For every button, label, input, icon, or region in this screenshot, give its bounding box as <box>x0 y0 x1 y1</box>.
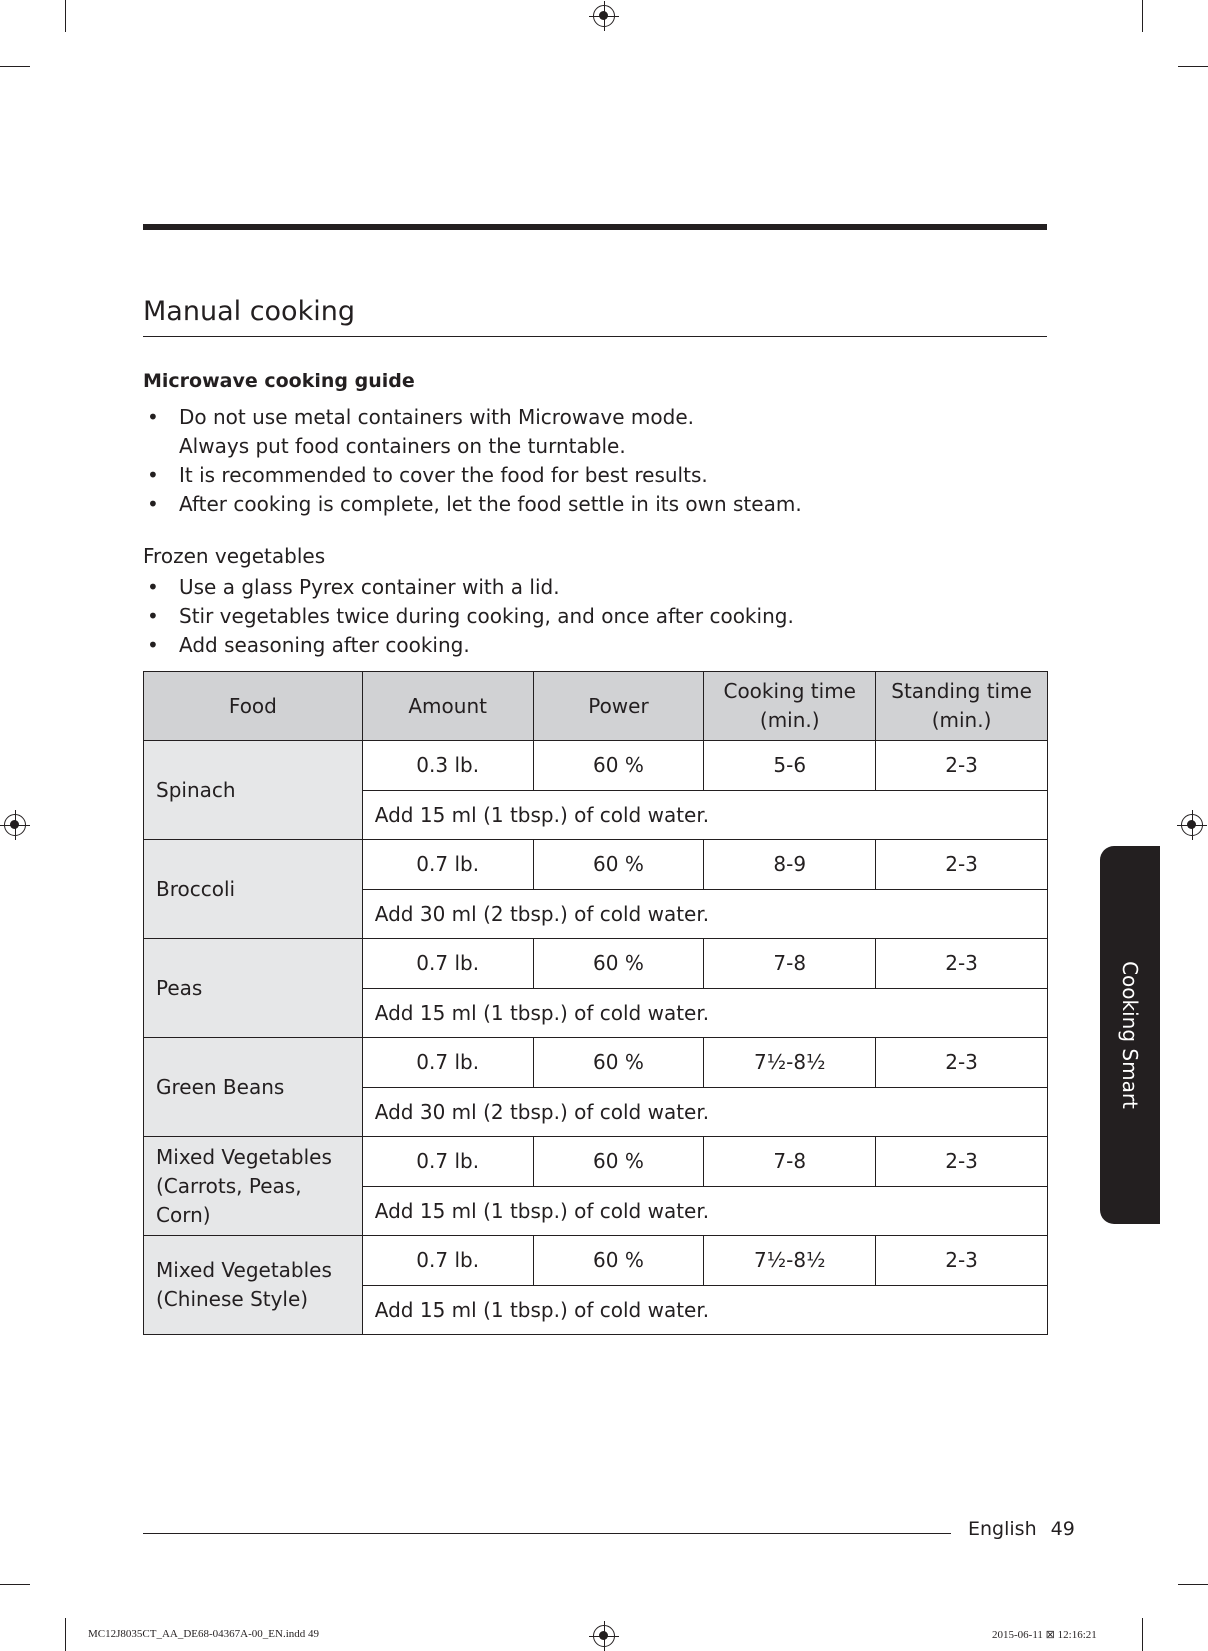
header-food: Food <box>144 672 363 741</box>
side-tab[interactable] <box>1100 846 1160 1224</box>
note-cell: Add 15 ml (1 tbsp.) of cold water. <box>362 1285 1047 1335</box>
title-rule <box>143 336 1047 337</box>
note-cell: Add 15 ml (1 tbsp.) of cold water. <box>362 1186 1047 1236</box>
page-number: 49 <box>1050 1518 1075 1540</box>
registration-mark-icon <box>1181 814 1203 836</box>
crop-mark <box>1142 1618 1143 1651</box>
cook-cell: 7½-8½ <box>704 1236 876 1286</box>
crop-mark <box>1142 0 1143 32</box>
header-power: Power <box>533 672 704 741</box>
side-tab-label: Cooking Smart <box>1118 961 1142 1109</box>
note-cell: Add 15 ml (1 tbsp.) of cold water. <box>362 988 1047 1038</box>
footer-language: English <box>968 1518 1037 1540</box>
amount-cell: 0.7 lb. <box>362 1038 533 1088</box>
food-cell: Mixed Vegetables (Carrots, Peas, Corn) <box>144 1137 363 1236</box>
crop-mark <box>0 1584 30 1585</box>
subheading: Frozen vegetables <box>143 544 326 568</box>
slug-date: 2015-06-11 ⊠ 12:16:21 <box>992 1629 1097 1641</box>
note-cell: Add 30 ml (2 tbsp.) of cold water. <box>362 889 1047 939</box>
amount-cell: 0.3 lb. <box>362 741 533 791</box>
power-cell: 60 % <box>533 1236 704 1286</box>
stand-cell: 2-3 <box>876 1236 1048 1286</box>
amount-cell: 0.7 lb. <box>362 1137 533 1187</box>
bullet-item: • After cooking is complete, let the food settle in its own steam. <box>143 490 1003 519</box>
header-amount: Amount <box>362 672 533 741</box>
cook-cell: 7-8 <box>704 1137 876 1187</box>
amount-cell: 0.7 lb. <box>362 1236 533 1286</box>
header-cooking-time: Cooking time (min.) <box>704 672 876 741</box>
crop-mark <box>65 1618 66 1651</box>
stand-cell: 2-3 <box>876 1137 1048 1187</box>
bullet-item: • Stir vegetables twice during cooking, and once after cooking. <box>143 602 1003 631</box>
footer-rule <box>143 1533 951 1534</box>
crop-mark <box>65 0 66 32</box>
section-heading: Microwave cooking guide <box>143 370 415 392</box>
amount-cell: 0.7 lb. <box>362 939 533 989</box>
crop-mark <box>1178 1584 1208 1585</box>
registration-mark-icon <box>593 1625 615 1647</box>
slug-file: MC12J8035CT_AA_DE68-04367A-00_EN.indd 49 <box>88 1628 319 1640</box>
cook-cell: 7-8 <box>704 939 876 989</box>
food-cell: Mixed Vegetables (Chinese Style) <box>144 1236 363 1335</box>
bullet-item: • Add seasoning after cooking. <box>143 631 1003 660</box>
registration-mark-icon <box>4 814 26 836</box>
power-cell: 60 % <box>533 1038 704 1088</box>
food-cell: Green Beans <box>144 1038 363 1137</box>
registration-mark-icon <box>593 5 615 27</box>
amount-cell: 0.7 lb. <box>362 840 533 890</box>
note-cell: Add 15 ml (1 tbsp.) of cold water. <box>362 790 1047 840</box>
stand-cell: 2-3 <box>876 939 1048 989</box>
crop-mark <box>1178 66 1208 67</box>
page-title: Manual cooking <box>143 296 355 327</box>
table-row <box>144 939 1048 989</box>
top-rule <box>143 224 1047 230</box>
header-standing-time: Standing time (min.) <box>876 672 1048 741</box>
table-row <box>144 741 1048 791</box>
stand-cell: 2-3 <box>876 1038 1048 1088</box>
guide-bullets <box>143 403 1003 519</box>
stand-cell: 2-3 <box>876 840 1048 890</box>
power-cell: 60 % <box>533 741 704 791</box>
power-cell: 60 % <box>533 1137 704 1187</box>
footer <box>968 1518 1075 1540</box>
bullet-item: • Do not use metal containers with Microwave mode. <box>143 403 1003 432</box>
power-cell: 60 % <box>533 939 704 989</box>
cook-cell: 7½-8½ <box>704 1038 876 1088</box>
bullet-item: • Use a glass Pyrex container with a lid. <box>143 573 1003 602</box>
note-cell: Add 30 ml (2 tbsp.) of cold water. <box>362 1087 1047 1137</box>
crop-mark <box>0 66 30 67</box>
cook-cell: 8-9 <box>704 840 876 890</box>
stand-cell: 2-3 <box>876 741 1048 791</box>
bullet-item-continued: Always put food containers on the turntable. <box>179 434 626 458</box>
power-cell: 60 % <box>533 840 704 890</box>
table-row <box>144 1236 1048 1286</box>
table-row <box>144 840 1048 890</box>
table-row <box>144 1137 1048 1187</box>
cook-cell: 5-6 <box>704 741 876 791</box>
table-row <box>144 1038 1048 1088</box>
bullet-item: • It is recommended to cover the food for best results. <box>143 461 1003 490</box>
frozen-bullets <box>143 573 1003 660</box>
food-cell: Broccoli <box>144 840 363 939</box>
cooking-table <box>143 671 1048 1335</box>
food-cell: Peas <box>144 939 363 1038</box>
food-cell: Spinach <box>144 741 363 840</box>
